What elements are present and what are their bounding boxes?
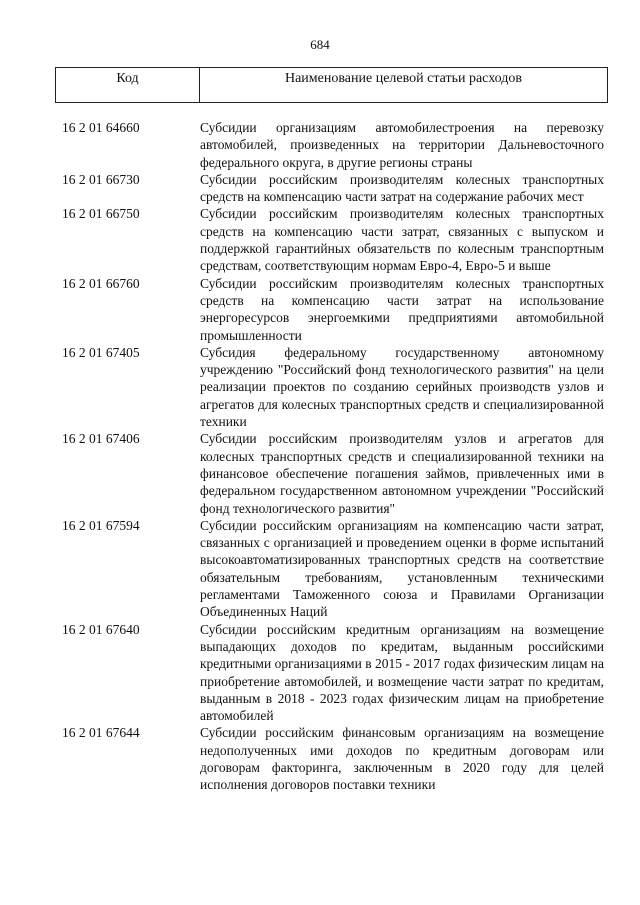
table-row — [0, 205, 640, 274]
row-code: 16 2 01 67406 — [62, 431, 140, 447]
row-name: Субсидии российским производителям колесных транспортных средств на компенсацию части затрат, связанных с выпуском и поддержкой гарантийных обязательств по колесным транспортным средствам, соответствующим нормам Евро-4, Евро-5 и выше — [200, 206, 604, 274]
header-name: Наименование целевой статьи расходов — [284, 71, 523, 86]
row-code: 16 2 01 64660 — [62, 120, 140, 135]
row-name: Субсидии российским финансовым организациям на возмещение недополученных ими доходов по кредитным договорам или договорам факторинга, заключенным в 2020 году для целей исполнения договоров поставки техники — [200, 725, 604, 793]
row-name: Субсидии организациям автомобилестроения на перевозку автомобилей, произведенных на территории Дальневосточного федерального округа, в другие регионы страны — [200, 120, 604, 170]
table-row — [0, 344, 640, 430]
row-code: 16 2 01 66730 — [62, 171, 140, 187]
row-name: Субсидия федеральному государственному автономному учреждению "Российский фонд технологического развития" на цели реализации проектов по созданию серийных производств узлов и агрегатов для колесных транспортных средств и специализированной техники — [200, 344, 604, 430]
table-row — [0, 724, 640, 793]
page-number: 684 — [310, 37, 330, 52]
row-code: 16 2 01 67405 — [62, 344, 140, 360]
row-name: Субсидии российским организациям на компенсацию части затрат, связанных с организацией и проведением оценки в форме испытаний высокоавтоматизированных транспортных средств на соответствие обязательным требованиям, установленным техническими регламентами Таможенного союза и Правилами Организации Объединенных Наций — [200, 517, 604, 620]
table-row — [0, 171, 640, 206]
table-row — [0, 119, 640, 171]
row-code: 16 2 01 67640 — [62, 621, 140, 637]
row-code: 16 2 01 67644 — [62, 725, 140, 741]
row-code: 16 2 01 66760 — [62, 275, 140, 291]
table-row — [0, 517, 640, 621]
row-code: 16 2 01 66750 — [62, 206, 140, 222]
header-code: Код — [56, 68, 200, 102]
row-name: Субсидии российским кредитным организациям на возмещение выпадающих доходов по кредитам, выданным российскими кредитными организациями в 2015 - 2017 годах физическим лицам на приобретение автомобилей, и возмещение части затрат по кредитам, выданным в 2018 - 2023 годах физическим лицам на приобретение автомобилей — [200, 621, 604, 724]
table-row — [0, 621, 640, 725]
row-code: 16 2 01 67594 — [62, 517, 140, 533]
row-name: Субсидии российским производителям узлов и агрегатов для колесных транспортных средств и специализированной техники на финансовое обеспечение погашения займов, привлеченных ими в федеральном государственном автономном учреждении "Российский фонд технологического развития" — [200, 431, 604, 516]
row-name: Субсидии российским производителям колесных транспортных средств на компенсацию части затрат на использование энергоресурсов энергоемкими предприятиями автомобильной промышленности — [200, 275, 604, 343]
table-row — [0, 430, 640, 516]
table-header — [55, 67, 608, 103]
row-name: Субсидии российским производителям колесных транспортных средств на компенсацию части затрат на содержание рабочих мест — [200, 171, 604, 205]
table-row — [0, 275, 640, 344]
budget-item-list — [0, 119, 640, 794]
